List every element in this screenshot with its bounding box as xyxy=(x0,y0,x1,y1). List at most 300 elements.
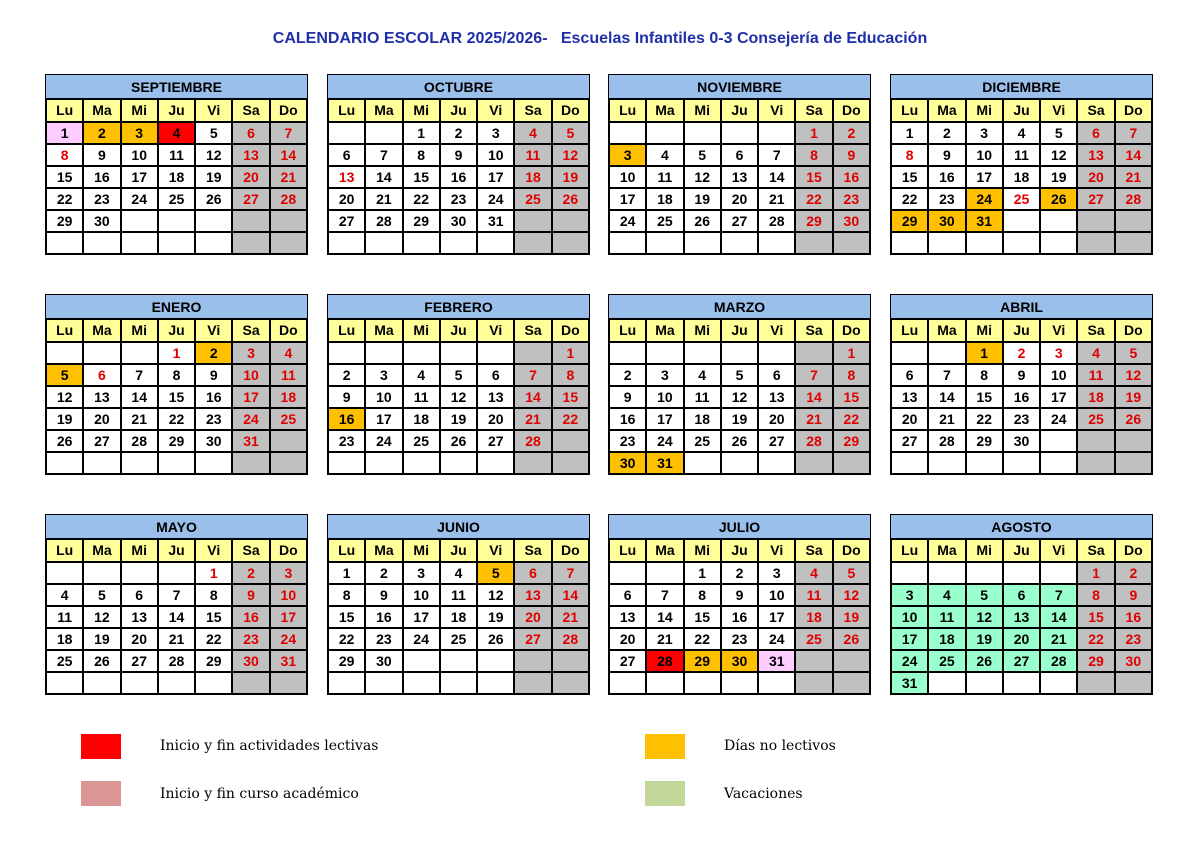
month-noviembre xyxy=(608,74,871,255)
day-cell: 28 xyxy=(552,628,589,650)
day-cell: 5 xyxy=(721,364,758,386)
weekday-header: Do xyxy=(1115,319,1152,342)
day-cell xyxy=(552,452,589,474)
day-cell xyxy=(758,342,795,364)
day-cell: 14 xyxy=(270,144,307,166)
day-cell: 27 xyxy=(891,430,928,452)
day-cell: 9 xyxy=(195,364,232,386)
day-cell xyxy=(83,452,120,474)
day-cell xyxy=(440,342,477,364)
day-cell xyxy=(83,562,120,584)
day-cell: 20 xyxy=(121,628,158,650)
day-cell: 25 xyxy=(684,430,721,452)
day-cell: 29 xyxy=(833,430,870,452)
day-cell xyxy=(1040,232,1077,254)
day-cell xyxy=(795,342,832,364)
weekday-header: Sa xyxy=(795,539,832,562)
day-cell: 6 xyxy=(232,122,269,144)
day-cell: 16 xyxy=(328,408,365,430)
day-cell: 26 xyxy=(684,210,721,232)
day-cell: 24 xyxy=(1040,408,1077,430)
day-cell: 22 xyxy=(158,408,195,430)
day-cell xyxy=(365,342,402,364)
day-cell xyxy=(514,672,551,694)
day-cell: 9 xyxy=(232,584,269,606)
day-cell xyxy=(514,232,551,254)
day-cell xyxy=(1077,210,1114,232)
day-cell: 22 xyxy=(891,188,928,210)
day-cell: 29 xyxy=(684,650,721,672)
weekday-header: Sa xyxy=(1077,539,1114,562)
day-cell: 11 xyxy=(403,386,440,408)
month-title: MARZO xyxy=(608,294,871,318)
day-cell: 8 xyxy=(46,144,83,166)
day-cell xyxy=(646,232,683,254)
day-cell: 5 xyxy=(684,144,721,166)
day-cell: 14 xyxy=(758,166,795,188)
day-cell: 19 xyxy=(477,606,514,628)
day-cell: 30 xyxy=(195,430,232,452)
month-marzo xyxy=(608,294,871,475)
day-cell: 14 xyxy=(514,386,551,408)
day-cell: 11 xyxy=(46,606,83,628)
day-cell: 8 xyxy=(1077,584,1114,606)
day-cell: 18 xyxy=(514,166,551,188)
day-cell: 23 xyxy=(365,628,402,650)
day-cell xyxy=(758,232,795,254)
day-cell: 27 xyxy=(609,650,646,672)
month-title: FEBRERO xyxy=(327,294,590,318)
day-cell: 7 xyxy=(795,364,832,386)
day-cell: 8 xyxy=(403,144,440,166)
day-cell: 9 xyxy=(440,144,477,166)
weekday-header: Ma xyxy=(365,539,402,562)
day-cell xyxy=(46,342,83,364)
day-cell: 28 xyxy=(928,430,965,452)
day-cell: 20 xyxy=(328,188,365,210)
day-cell: 3 xyxy=(966,122,1003,144)
day-cell xyxy=(1003,562,1040,584)
day-cell: 2 xyxy=(328,364,365,386)
day-cell: 1 xyxy=(46,122,83,144)
day-cell xyxy=(684,342,721,364)
day-cell: 20 xyxy=(891,408,928,430)
day-cell xyxy=(552,672,589,694)
day-cell: 29 xyxy=(158,430,195,452)
day-cell: 31 xyxy=(891,672,928,694)
day-cell xyxy=(966,672,1003,694)
weekday-header: Lu xyxy=(328,539,365,562)
day-cell xyxy=(891,342,928,364)
day-cell: 18 xyxy=(646,188,683,210)
day-cell: 25 xyxy=(795,628,832,650)
weekday-header: Lu xyxy=(891,99,928,122)
day-cell: 16 xyxy=(232,606,269,628)
day-cell: 21 xyxy=(928,408,965,430)
day-cell: 9 xyxy=(83,144,120,166)
weekday-header: Vi xyxy=(758,99,795,122)
weekday-header: Mi xyxy=(121,99,158,122)
weekday-header: Ju xyxy=(158,99,195,122)
day-cell xyxy=(121,342,158,364)
day-cell xyxy=(758,672,795,694)
day-cell xyxy=(46,232,83,254)
day-cell xyxy=(270,430,307,452)
day-cell xyxy=(1115,232,1152,254)
day-cell: 7 xyxy=(758,144,795,166)
day-cell: 23 xyxy=(1003,408,1040,430)
day-cell: 15 xyxy=(966,386,1003,408)
day-cell: 3 xyxy=(477,122,514,144)
day-cell: 14 xyxy=(121,386,158,408)
day-cell xyxy=(1077,672,1114,694)
weekday-header: Ju xyxy=(1003,539,1040,562)
weekday-header: Ma xyxy=(646,319,683,342)
day-cell: 4 xyxy=(403,364,440,386)
weekday-header: Ju xyxy=(721,319,758,342)
day-cell: 31 xyxy=(966,210,1003,232)
day-cell: 17 xyxy=(477,166,514,188)
weekday-header: Vi xyxy=(1040,319,1077,342)
weekday-header: Mi xyxy=(966,539,1003,562)
day-cell: 18 xyxy=(46,628,83,650)
day-cell: 28 xyxy=(121,430,158,452)
day-cell: 16 xyxy=(833,166,870,188)
day-cell: 18 xyxy=(158,166,195,188)
weekday-header: Mi xyxy=(684,319,721,342)
legend-label: Días no lectivos xyxy=(724,738,836,754)
day-cell: 8 xyxy=(795,144,832,166)
day-cell: 18 xyxy=(928,628,965,650)
day-cell: 8 xyxy=(158,364,195,386)
day-cell xyxy=(365,122,402,144)
weekday-header: Ju xyxy=(440,99,477,122)
day-cell: 19 xyxy=(83,628,120,650)
weekday-header: Lu xyxy=(609,319,646,342)
day-cell: 18 xyxy=(270,386,307,408)
day-cell: 6 xyxy=(891,364,928,386)
day-cell: 17 xyxy=(609,188,646,210)
day-cell xyxy=(158,562,195,584)
weekday-header: Sa xyxy=(514,539,551,562)
day-cell: 31 xyxy=(477,210,514,232)
day-cell: 23 xyxy=(833,188,870,210)
day-cell: 18 xyxy=(1077,386,1114,408)
weekday-header: Do xyxy=(833,319,870,342)
day-cell: 10 xyxy=(121,144,158,166)
day-cell: 7 xyxy=(928,364,965,386)
day-cell xyxy=(1115,430,1152,452)
day-cell xyxy=(365,232,402,254)
day-cell xyxy=(514,342,551,364)
weekday-header: Do xyxy=(1115,539,1152,562)
day-cell: 4 xyxy=(270,342,307,364)
day-cell xyxy=(1040,430,1077,452)
day-cell: 4 xyxy=(1077,342,1114,364)
weekday-header: Do xyxy=(552,319,589,342)
day-cell: 25 xyxy=(270,408,307,430)
day-cell: 14 xyxy=(646,606,683,628)
day-cell: 20 xyxy=(609,628,646,650)
page-title: CALENDARIO ESCOLAR 2025/2026- Escuelas Infantiles 0-3 Consejería de Educación xyxy=(272,30,928,47)
day-cell: 30 xyxy=(232,650,269,672)
day-cell xyxy=(795,672,832,694)
day-cell: 3 xyxy=(121,122,158,144)
weekday-header: Vi xyxy=(758,539,795,562)
month-junio xyxy=(327,514,590,695)
day-cell: 23 xyxy=(1115,628,1152,650)
day-cell: 30 xyxy=(1115,650,1152,672)
day-cell: 21 xyxy=(758,188,795,210)
day-cell: 13 xyxy=(328,166,365,188)
weekday-header: Ju xyxy=(1003,319,1040,342)
day-cell: 16 xyxy=(195,386,232,408)
day-cell: 24 xyxy=(477,188,514,210)
day-cell: 27 xyxy=(1003,650,1040,672)
day-cell: 1 xyxy=(891,122,928,144)
day-cell xyxy=(721,342,758,364)
weekday-header: Ma xyxy=(365,319,402,342)
day-cell: 10 xyxy=(403,584,440,606)
day-cell: 24 xyxy=(966,188,1003,210)
day-cell: 4 xyxy=(440,562,477,584)
day-cell: 26 xyxy=(552,188,589,210)
weekday-header: Sa xyxy=(795,99,832,122)
day-cell: 5 xyxy=(833,562,870,584)
day-cell: 1 xyxy=(684,562,721,584)
day-cell: 17 xyxy=(891,628,928,650)
day-cell: 4 xyxy=(1003,122,1040,144)
day-cell: 29 xyxy=(328,650,365,672)
day-cell: 8 xyxy=(552,364,589,386)
weekday-header: Vi xyxy=(758,319,795,342)
day-cell: 22 xyxy=(328,628,365,650)
day-cell: 26 xyxy=(1115,408,1152,430)
day-cell: 6 xyxy=(609,584,646,606)
day-cell: 17 xyxy=(270,606,307,628)
day-cell xyxy=(440,452,477,474)
day-cell xyxy=(609,342,646,364)
day-cell: 31 xyxy=(758,650,795,672)
day-cell: 12 xyxy=(1115,364,1152,386)
day-cell: 7 xyxy=(514,364,551,386)
day-cell: 19 xyxy=(966,628,1003,650)
day-cell: 5 xyxy=(1115,342,1152,364)
weekday-header: Vi xyxy=(1040,99,1077,122)
day-cell xyxy=(403,232,440,254)
day-cell: 9 xyxy=(1115,584,1152,606)
day-cell: 13 xyxy=(609,606,646,628)
day-cell xyxy=(1003,452,1040,474)
day-cell xyxy=(833,672,870,694)
day-cell: 4 xyxy=(646,144,683,166)
day-cell: 27 xyxy=(758,430,795,452)
day-cell: 28 xyxy=(270,188,307,210)
day-cell: 17 xyxy=(121,166,158,188)
day-cell: 3 xyxy=(270,562,307,584)
day-cell: 14 xyxy=(158,606,195,628)
day-cell: 16 xyxy=(365,606,402,628)
day-cell: 5 xyxy=(552,122,589,144)
day-cell: 11 xyxy=(795,584,832,606)
day-cell xyxy=(270,210,307,232)
day-cell xyxy=(440,650,477,672)
day-cell xyxy=(1040,210,1077,232)
day-cell xyxy=(1003,672,1040,694)
day-cell xyxy=(195,672,232,694)
day-cell: 29 xyxy=(195,650,232,672)
day-cell: 27 xyxy=(328,210,365,232)
month-abril xyxy=(890,294,1153,475)
day-cell: 16 xyxy=(440,166,477,188)
day-cell: 26 xyxy=(46,430,83,452)
day-cell: 7 xyxy=(646,584,683,606)
day-cell xyxy=(795,452,832,474)
day-cell xyxy=(833,232,870,254)
day-cell: 24 xyxy=(121,188,158,210)
day-cell: 5 xyxy=(477,562,514,584)
day-cell: 12 xyxy=(46,386,83,408)
day-cell: 11 xyxy=(440,584,477,606)
weekday-header: Vi xyxy=(195,99,232,122)
day-cell: 7 xyxy=(158,584,195,606)
day-cell: 4 xyxy=(684,364,721,386)
day-cell xyxy=(477,452,514,474)
day-cell: 11 xyxy=(646,166,683,188)
day-cell: 22 xyxy=(1077,628,1114,650)
day-cell: 25 xyxy=(928,650,965,672)
day-cell: 15 xyxy=(891,166,928,188)
month-octubre xyxy=(327,74,590,255)
day-cell: 24 xyxy=(270,628,307,650)
day-cell: 3 xyxy=(403,562,440,584)
day-cell: 1 xyxy=(833,342,870,364)
day-cell xyxy=(966,232,1003,254)
day-cell: 12 xyxy=(966,606,1003,628)
day-cell: 20 xyxy=(514,606,551,628)
day-cell: 13 xyxy=(514,584,551,606)
day-cell xyxy=(891,562,928,584)
day-cell xyxy=(46,672,83,694)
weekday-header: Sa xyxy=(514,319,551,342)
day-cell: 24 xyxy=(758,628,795,650)
day-cell xyxy=(514,650,551,672)
day-cell: 8 xyxy=(328,584,365,606)
day-cell: 3 xyxy=(646,364,683,386)
weekday-header: Vi xyxy=(477,539,514,562)
day-cell: 24 xyxy=(403,628,440,650)
weekday-header: Mi xyxy=(966,99,1003,122)
day-cell xyxy=(83,672,120,694)
day-cell: 26 xyxy=(83,650,120,672)
day-cell: 28 xyxy=(1115,188,1152,210)
day-cell: 4 xyxy=(158,122,195,144)
day-cell: 24 xyxy=(646,430,683,452)
day-cell: 26 xyxy=(477,628,514,650)
day-cell: 1 xyxy=(195,562,232,584)
day-cell: 12 xyxy=(195,144,232,166)
day-cell: 26 xyxy=(833,628,870,650)
day-cell: 21 xyxy=(514,408,551,430)
day-cell xyxy=(403,452,440,474)
weekday-header: Ma xyxy=(928,319,965,342)
day-cell xyxy=(684,122,721,144)
day-cell: 9 xyxy=(609,386,646,408)
day-cell xyxy=(684,452,721,474)
day-cell: 1 xyxy=(158,342,195,364)
day-cell: 30 xyxy=(609,452,646,474)
weekday-header: Ju xyxy=(158,539,195,562)
day-cell xyxy=(328,122,365,144)
day-cell: 24 xyxy=(891,650,928,672)
day-cell: 19 xyxy=(552,166,589,188)
day-cell: 10 xyxy=(365,386,402,408)
day-cell: 28 xyxy=(1040,650,1077,672)
month-title: ABRIL xyxy=(890,294,1153,318)
day-cell: 12 xyxy=(477,584,514,606)
day-cell: 6 xyxy=(721,144,758,166)
day-cell: 22 xyxy=(966,408,1003,430)
day-cell: 12 xyxy=(83,606,120,628)
weekday-header: Ju xyxy=(721,99,758,122)
day-cell: 16 xyxy=(1003,386,1040,408)
day-cell: 28 xyxy=(646,650,683,672)
day-cell: 27 xyxy=(1077,188,1114,210)
day-cell xyxy=(684,232,721,254)
day-cell xyxy=(121,232,158,254)
day-cell xyxy=(232,232,269,254)
day-cell: 25 xyxy=(158,188,195,210)
day-cell: 27 xyxy=(477,430,514,452)
day-cell: 4 xyxy=(928,584,965,606)
day-cell: 31 xyxy=(270,650,307,672)
day-cell xyxy=(833,650,870,672)
legend-label: Vacaciones xyxy=(724,786,803,802)
day-cell: 13 xyxy=(477,386,514,408)
day-cell: 23 xyxy=(440,188,477,210)
day-cell xyxy=(609,122,646,144)
weekday-header: Sa xyxy=(232,539,269,562)
day-cell: 14 xyxy=(928,386,965,408)
day-cell xyxy=(552,210,589,232)
day-cell: 26 xyxy=(195,188,232,210)
day-cell: 26 xyxy=(966,650,1003,672)
weekday-header: Ju xyxy=(158,319,195,342)
day-cell: 18 xyxy=(684,408,721,430)
weekday-header: Mi xyxy=(684,539,721,562)
day-cell: 8 xyxy=(684,584,721,606)
day-cell: 6 xyxy=(1003,584,1040,606)
day-cell: 19 xyxy=(440,408,477,430)
weekday-header: Ju xyxy=(440,319,477,342)
day-cell: 30 xyxy=(83,210,120,232)
weekday-header: Mi xyxy=(403,539,440,562)
weekday-header: Do xyxy=(552,99,589,122)
day-cell: 19 xyxy=(833,606,870,628)
day-cell xyxy=(795,232,832,254)
weekday-header: Mi xyxy=(684,99,721,122)
day-cell xyxy=(609,672,646,694)
day-cell: 6 xyxy=(121,584,158,606)
weekday-header: Vi xyxy=(195,319,232,342)
day-cell xyxy=(365,672,402,694)
day-cell xyxy=(232,672,269,694)
month-title: OCTUBRE xyxy=(327,74,590,98)
day-cell xyxy=(403,342,440,364)
day-cell: 2 xyxy=(928,122,965,144)
day-cell: 5 xyxy=(966,584,1003,606)
day-cell: 11 xyxy=(684,386,721,408)
